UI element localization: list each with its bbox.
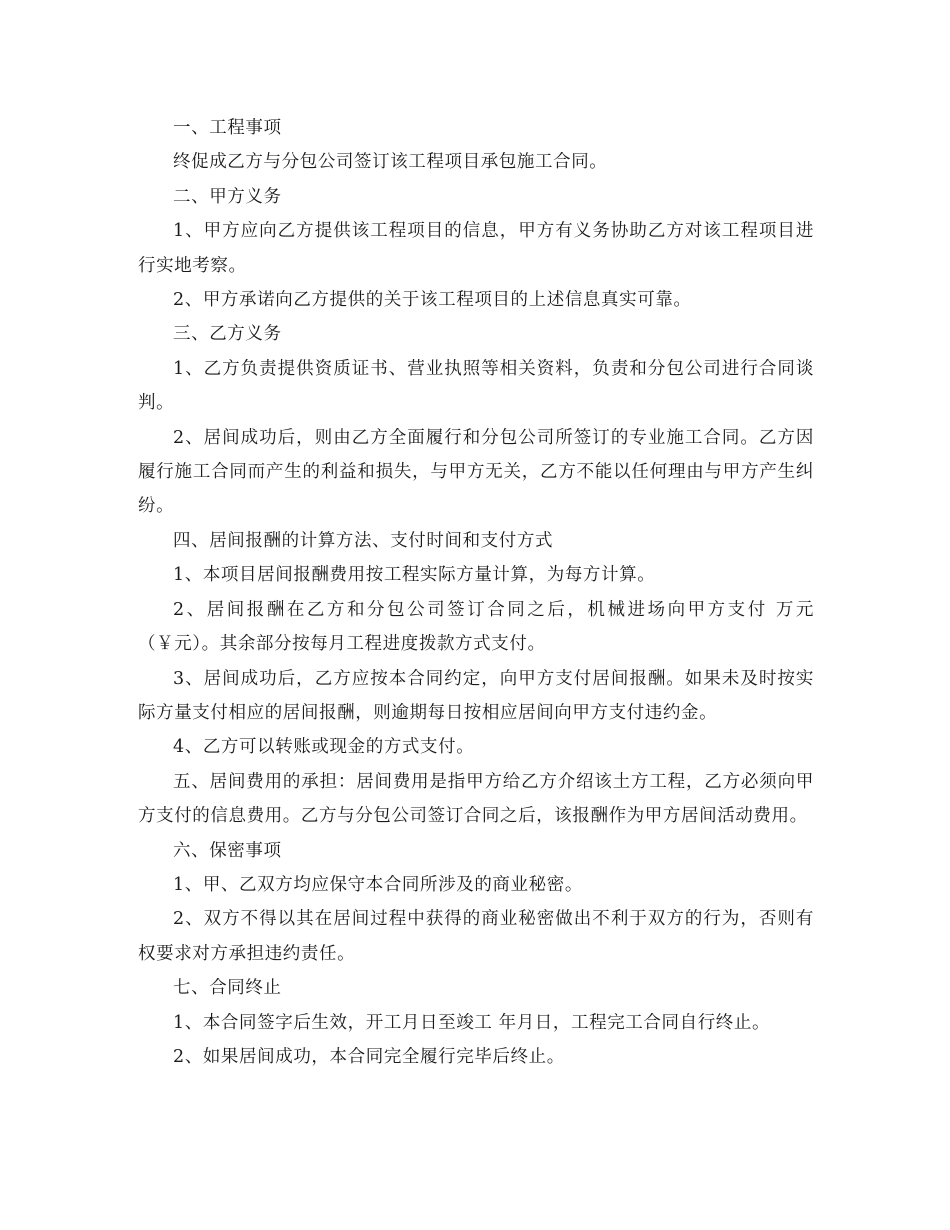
paragraph-remuneration-clause-2: 2、居间报酬在乙方和分包公司签订合同之后，机械进场向甲方支付 万元（￥元）。其余部分按每月工程进度拨款方式支付。 bbox=[138, 599, 814, 655]
section-heading-termination: 七、合同终止 bbox=[173, 978, 282, 999]
document-body bbox=[138, 111, 814, 1074]
paragraph-party-a-clause-1: 1、甲方应向乙方提供该工程项目的信息，甲方有义务协助乙方对该工程项目进行实地考察。 bbox=[138, 221, 814, 276]
paragraph-termination-clause-1: 1、本合同签字后生效，开工月日至竣工 年月日，工程完工合同自行终止。 bbox=[173, 1012, 771, 1033]
paragraph-remuneration-clause-1: 1、本项目居间报酬费用按工程实际方量计算，为每方计算。 bbox=[173, 565, 656, 586]
paragraph-confidentiality-clause-2: 2、双方不得以其在居间过程中获得的商业秘密做出不利于双方的行为，否则有权要求对方承担违约责任。 bbox=[138, 909, 814, 964]
paragraph-party-a-clause-2: 2、甲方承诺向乙方提供的关于该工程项目的上述信息真实可靠。 bbox=[173, 290, 692, 311]
section-heading-remuneration: 四、居间报酬的计算方法、支付时间和支付方式 bbox=[173, 530, 554, 551]
section-heading-project-matters: 一、工程事项 bbox=[173, 118, 282, 138]
section-heading-party-b-obligations: 三、乙方义务 bbox=[173, 324, 282, 345]
section-heading-party-a-obligations: 二、甲方义务 bbox=[173, 186, 282, 207]
section-heading-confidentiality: 六、保密事项 bbox=[173, 840, 282, 861]
section-heading-expenses: 五、居间费用的承担：居间费用是指甲方给乙方介绍该土方工程，乙方必须向甲方支付的信息费用。乙方与分包公司签订合同之后，该报酬作为甲方居间活动费用。 bbox=[138, 771, 814, 827]
paragraph-party-b-clause-2: 2、居间成功后，则由乙方全面履行和分包公司所签订的专业施工合同。乙方因履行施工合同而产生的利益和损失，与甲方无关，乙方不能以任何理由与甲方产生纠纷。 bbox=[138, 427, 814, 517]
paragraph-party-b-clause-1: 1、乙方负责提供资质证书、营业执照等相关资料，负责和分包公司进行合同谈判。 bbox=[138, 358, 814, 414]
paragraph-termination-clause-2: 2、如果居间成功，本合同完全履行完毕后终止。 bbox=[173, 1046, 565, 1067]
paragraph-project-purpose: 终促成乙方与分包公司签订该工程项目承包施工合同。 bbox=[173, 152, 608, 173]
paragraph-remuneration-clause-4: 4、乙方可以转账或现金的方式支付。 bbox=[173, 737, 475, 758]
paragraph-remuneration-clause-3: 3、居间成功后，乙方应按本合同约定，向甲方支付居间报酬。如果未及时按实际方量支付相应的居间报酬，则逾期每日按相应居间向甲方支付违约金。 bbox=[138, 668, 814, 723]
paragraph-confidentiality-clause-1: 1、甲、乙双方均应保守本合同所涉及的商业秘密。 bbox=[173, 874, 583, 895]
